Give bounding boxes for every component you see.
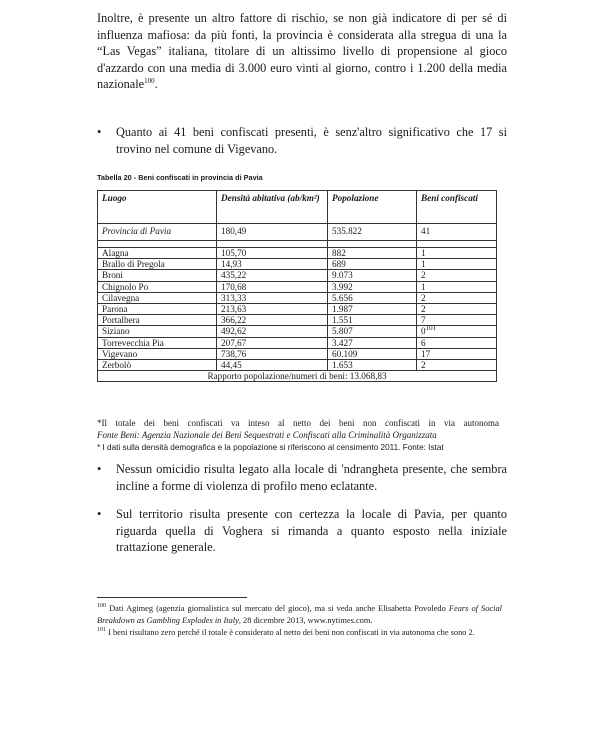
cell-beni-value: 1	[421, 281, 426, 292]
cell-densita-value: 44,45	[221, 360, 242, 371]
cell-luogo-value: Brallo di Pregola	[102, 259, 165, 270]
cell-popolazione-value: 1.551	[332, 315, 353, 326]
cell-popolazione	[328, 270, 417, 281]
table-row	[98, 337, 497, 348]
cell-densita	[217, 315, 328, 326]
cell-densita	[217, 304, 328, 315]
cell-beni-value: 2	[421, 270, 426, 281]
table-caption: Tabella 20 - Beni confiscati in provincia di Pavia	[97, 173, 263, 182]
table-note-census: * I dati sulla densità demografica e la popolazione si riferiscono al censimento 2011. Fonte: Istat	[97, 442, 444, 452]
cell-luogo	[98, 270, 217, 281]
bullet-icon: •	[97, 462, 102, 476]
cell-popolazione-value: 5.807	[332, 326, 353, 337]
footnote-101	[97, 627, 502, 639]
footnote-100-tail: , 28 dicembre 2013, www.nytimes.com.	[238, 616, 373, 626]
cell-densita	[217, 360, 328, 371]
cell-beni	[417, 326, 497, 337]
cell-beni	[417, 292, 497, 303]
cell-luogo	[98, 259, 217, 270]
cell-popolazione	[328, 304, 417, 315]
comuni-body	[98, 248, 497, 371]
cell-popolazione-value: 689	[332, 259, 346, 270]
footnote-100-number: 100	[97, 603, 106, 610]
cell-densita-value: 105,70	[221, 248, 247, 258]
table-row	[98, 292, 497, 303]
cell-densita	[217, 281, 328, 292]
cell-popolazione	[328, 315, 417, 326]
cell-popolazione	[328, 326, 417, 337]
cell-popolazione-value: 3.992	[332, 281, 353, 292]
cell-popolazione	[328, 337, 417, 348]
cell-luogo	[98, 360, 217, 371]
cell-beni-value: 2	[421, 292, 426, 303]
header-luogo: Luogo	[98, 191, 217, 224]
cell-densita	[217, 259, 328, 270]
province-name: Provincia di Pavia	[98, 224, 217, 241]
beni-confiscati-table	[97, 190, 497, 382]
cell-popolazione-value: 1.653	[332, 360, 353, 371]
province-densita: 180,49	[217, 224, 328, 241]
cell-popolazione-value: 882	[332, 248, 346, 258]
cell-luogo	[98, 337, 217, 348]
cell-luogo-value: Vigevano	[102, 348, 138, 359]
bullet-omicidio-text: Nessun omicidio risulta legato alla locale di 'ndrangheta presente, che sembra incline a forme di violenza di profilo meno eclatante.	[116, 462, 507, 493]
cell-beni-value: 1	[421, 248, 426, 258]
cell-luogo-value: Broni	[102, 270, 123, 281]
cell-luogo-value: Chignolo Po	[102, 281, 149, 292]
table-row	[98, 315, 497, 326]
cell-densita	[217, 348, 328, 359]
cell-densita	[217, 326, 328, 337]
cell-densita-value: 213,63	[221, 304, 247, 315]
footnote-101-number: 101	[97, 627, 106, 634]
cell-popolazione-value: 60.109	[332, 348, 358, 359]
bullet-confiscati	[97, 124, 507, 157]
table-header-row	[98, 191, 497, 224]
province-row	[98, 224, 497, 241]
cell-popolazione	[328, 292, 417, 303]
cell-popolazione-value: 1.987	[332, 304, 353, 315]
table-summary: Rapporto popolazione/numeri di beni: 13.068,83	[98, 371, 497, 382]
intro-text: Inoltre, è presente un altro fattore di rischio, se non già indicatore di per sé di influenza mafiosa: da più fonti, la provincia è considerata alla stregua di una la “Las Vegas” italiana, titolare di un altissimo livello di propensione al gioco d'azzardo con una media di 3.000 euro vinti al giorno, contro i 1.200 della media nazionale	[97, 11, 507, 92]
cell-beni-value: 1	[421, 259, 426, 270]
cell-densita	[217, 248, 328, 259]
cell-luogo-value: Cilavegna	[102, 292, 140, 303]
cell-densita-value: 313,33	[221, 292, 247, 303]
table-row	[98, 304, 497, 315]
cell-beni	[417, 248, 497, 259]
cell-luogo-value: Portalbera	[102, 315, 140, 326]
cell-densita-value: 492,62	[221, 326, 247, 337]
header-densita: Densità abitativa (ab/km²)	[217, 191, 328, 224]
table-notes	[97, 417, 499, 454]
footnote-rule	[97, 597, 247, 598]
footnotes	[97, 603, 502, 640]
province-popolazione: 535.822	[328, 224, 417, 241]
cell-densita	[217, 270, 328, 281]
cell-densita	[217, 337, 328, 348]
intro-tail: .	[154, 77, 158, 92]
bullet-territorio	[97, 506, 507, 556]
bullet-icon: •	[97, 507, 102, 521]
cell-beni	[417, 304, 497, 315]
cell-densita-value: 207,67	[221, 337, 247, 348]
cell-beni-value: 17	[421, 348, 431, 359]
table-row	[98, 248, 497, 259]
bullet-icon: •	[97, 125, 102, 139]
cell-densita-value: 14,93	[221, 259, 242, 270]
cell-beni	[417, 360, 497, 371]
cell-luogo	[98, 348, 217, 359]
cell-densita-value: 738,76	[221, 348, 247, 359]
cell-densita-value: 435,22	[221, 270, 247, 281]
footnote-100-text: Dati Agimeg (agenzia giornalistica sul mercato del gioco), ma si veda anche Elisabetta Povoledo	[109, 604, 446, 613]
cell-popolazione	[328, 360, 417, 371]
footnote-ref-100[interactable]: 100	[144, 77, 155, 86]
cell-popolazione-value: 9.073	[332, 270, 353, 281]
header-beni: Beni confiscati	[417, 191, 497, 224]
cell-densita-value: 366,22	[221, 315, 247, 326]
table-row	[98, 259, 497, 270]
cell-beni-value: 2	[421, 360, 426, 371]
cell-beni	[417, 270, 497, 281]
bullet-omicidio	[97, 461, 507, 494]
cell-beni-value: 6	[421, 337, 426, 348]
cell-luogo-value: Torrevecchia Pia	[102, 337, 164, 348]
cell-luogo	[98, 248, 217, 259]
table-row	[98, 348, 497, 359]
cell-beni	[417, 281, 497, 292]
cell-luogo-value: Siziano	[102, 326, 130, 337]
cell-popolazione	[328, 281, 417, 292]
cell-beni-value: 2	[421, 304, 426, 315]
province-beni: 41	[417, 224, 497, 241]
table-row	[98, 281, 497, 292]
table-row	[98, 360, 497, 371]
cell-densita-value: 170,68	[221, 281, 247, 292]
cell-beni	[417, 348, 497, 359]
table-row	[98, 270, 497, 281]
table-summary-row	[98, 371, 497, 382]
cell-beni-value: 7	[421, 315, 426, 326]
cell-luogo	[98, 304, 217, 315]
cell-densita	[217, 292, 328, 303]
cell-popolazione	[328, 259, 417, 270]
cell-luogo-value: Alagna	[102, 248, 129, 258]
cell-luogo	[98, 315, 217, 326]
table-note-source: Fonte Beni: Agenzia Nazionale dei Beni Sequestrati e Confiscati alla Criminalità Organizzata	[97, 430, 437, 441]
bullet-territorio-text: Sul territorio risulta presente con certezza la locale di Pavia, per quanto riguarda quella di Voghera si rimanda a quanto esposto nella iniziale trattazione generale.	[116, 507, 507, 555]
footnote-100-title: Fears of Social Breakdown as Gambling Explodes in Italy	[97, 604, 502, 626]
cell-popolazione	[328, 248, 417, 259]
header-popolazione: Popolazione	[328, 191, 417, 224]
cell-beni	[417, 259, 497, 270]
table-spacer-row	[98, 241, 497, 248]
cell-popolazione-value: 3.427	[332, 337, 353, 348]
bullet-confiscati-text: Quanto ai 41 beni confiscati presenti, è senz'altro significativo che 17 si trovino nel comune di Vigevano.	[116, 125, 507, 156]
footnote-101-text: I beni risultano zero perché il totale è considerato al netto dei beni non confiscati in via autonoma che sono 2.	[108, 628, 475, 638]
cell-popolazione-value: 5.656	[332, 292, 353, 303]
cell-footnote-ref[interactable]: 101	[425, 324, 437, 333]
cell-luogo	[98, 281, 217, 292]
intro-paragraph	[97, 10, 507, 93]
cell-beni-value: 0	[421, 326, 426, 337]
footnote-100	[97, 603, 502, 627]
cell-luogo	[98, 292, 217, 303]
cell-luogo	[98, 326, 217, 337]
cell-beni	[417, 337, 497, 348]
table-note-total: *Il totale dei beni confiscati va inteso al netto dei beni non confiscati in via autonoma	[97, 418, 499, 428]
table-row	[98, 326, 497, 337]
cell-luogo-value: Zerbolò	[102, 360, 132, 371]
cell-popolazione	[328, 348, 417, 359]
cell-luogo-value: Parona	[102, 304, 128, 315]
